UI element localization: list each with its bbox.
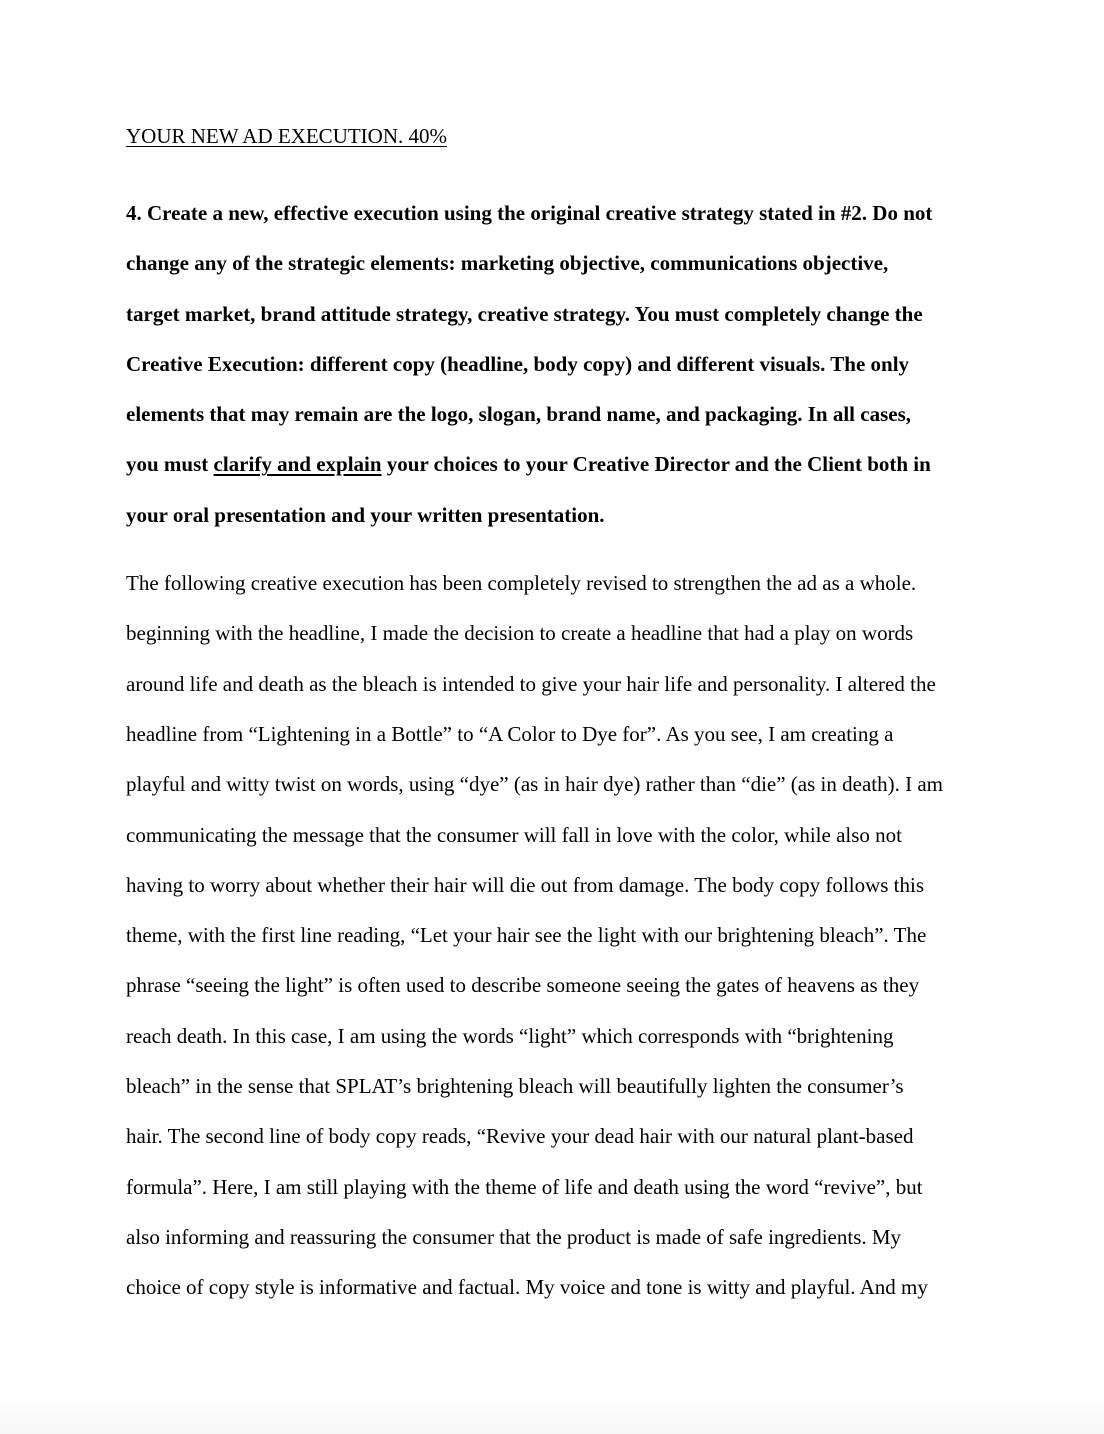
prompt-text: your choices to your Creative Director and the Client both in <box>381 452 931 477</box>
body-line: headline from “Lightening in a Bottle” to “A Color to Dye for”. As you see, I am creating a <box>126 721 894 746</box>
body-line: hair. The second line of body copy reads, “Revive your dead hair with our natural plant-based <box>126 1124 914 1149</box>
document-page <box>126 121 986 1313</box>
response-body <box>126 558 986 1312</box>
prompt-line: Creative Execution: different copy (headline, body copy) and different visuals. The only <box>126 351 910 376</box>
body-line: also informing and reassuring the consumer that the product is made of safe ingredients. My <box>126 1224 902 1249</box>
prompt-text: you must <box>126 452 214 477</box>
body-line: beginning with the headline, I made the decision to create a headline that had a play on words <box>126 621 914 646</box>
prompt-line: your oral presentation and your written presentation. <box>126 502 605 527</box>
prompt-line: elements that may remain are the logo, slogan, brand name, and packaging. In all cases, <box>126 402 911 427</box>
section-heading: YOUR NEW AD EXECUTION. 40% <box>126 124 447 148</box>
body-line: having to worry about whether their hair will die out from damage. The body copy follows this <box>126 872 925 897</box>
body-line: playful and witty twist on words, using “dye” (as in hair dye) rather than “die” (as in death). I am <box>126 772 944 797</box>
body-line: around life and death as the bleach is intended to give your hair life and personality. I altered the <box>126 671 936 696</box>
body-line: phrase “seeing the light” is often used to describe someone seeing the gates of heavens as they <box>126 973 920 998</box>
body-line: theme, with the first line reading, “Let your hair see the light with our brightening bleach”. The <box>126 923 927 948</box>
prompt-underlined-text: clarify and explain <box>213 452 382 477</box>
body-line: bleach” in the sense that SPLAT’s brightening bleach will beautifully lighten the consumer’s <box>126 1074 904 1099</box>
body-line: communicating the message that the consumer will fall in love with the color, while also not <box>126 822 902 847</box>
page-bottom-edge <box>0 1394 1104 1434</box>
prompt-line: change any of the strategic elements: marketing objective, communications objective, <box>126 251 889 276</box>
body-line: formula”. Here, I am still playing with the theme of life and death using the word “revive”, but <box>126 1174 923 1199</box>
body-line: The following creative execution has been completely revised to strengthen the ad as a whole. <box>126 571 917 596</box>
body-line: reach death. In this case, I am using the words “light” which corresponds with “brightening <box>126 1023 894 1048</box>
assignment-prompt <box>126 188 986 540</box>
prompt-line: target market, brand attitude strategy, creative strategy. You must completely change the <box>126 301 923 326</box>
body-line: choice of copy style is informative and factual. My voice and tone is witty and playful. And my <box>126 1275 928 1300</box>
prompt-line: 4. Create a new, effective execution using the original creative strategy stated in #2. Do not <box>126 201 933 225</box>
prompt-line <box>126 439 986 489</box>
